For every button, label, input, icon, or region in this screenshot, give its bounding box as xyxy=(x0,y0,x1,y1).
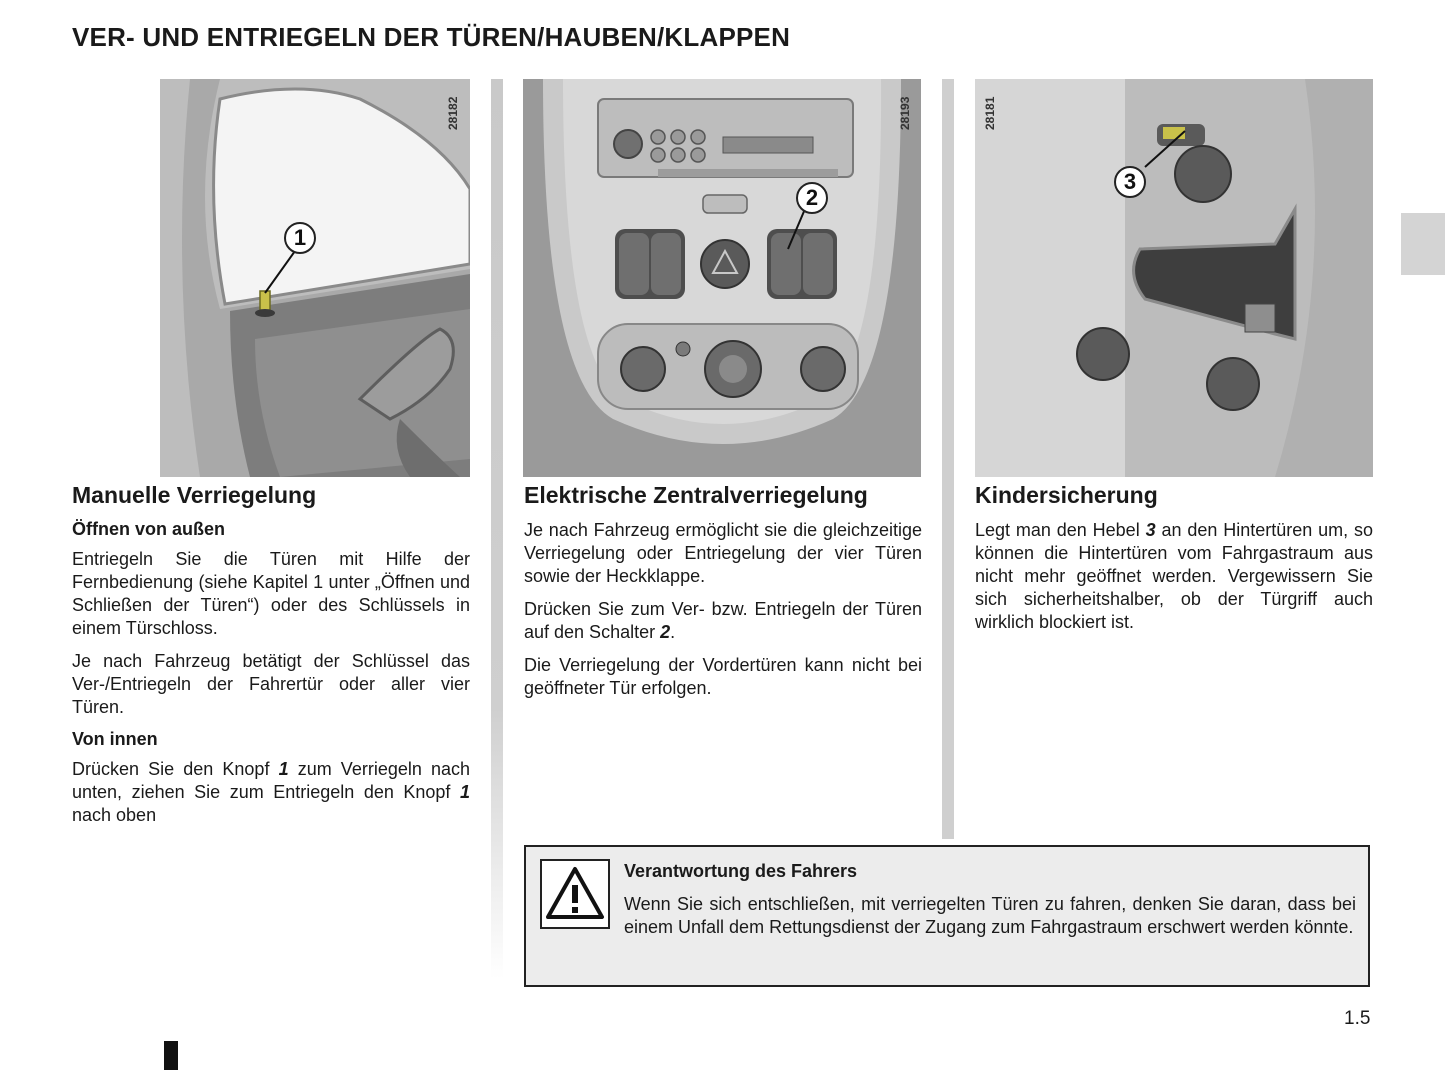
corner-mark xyxy=(164,1041,178,1070)
paragraph: Entriegeln Sie die Türen mit Hilfe der Fernbedienung (siehe Kapitel 1 unter „Öffnen und Schließen der Türen“) oder des Schlüssels in einem Türschloss. xyxy=(72,549,470,638)
paragraph: Die Verriegelung der Vordertüren kann nicht bei geöffneter Tür erfolgen. xyxy=(524,655,922,698)
figure-code-1: 28182 xyxy=(446,96,460,130)
section-heading: Manuelle Verriegelung xyxy=(72,482,317,508)
paragraph: Drücken Sie den Knopf 1 zum Verriegeln nach unten, ziehen Sie zum Entriegeln den Knopf 1 nach oben xyxy=(72,759,470,825)
paragraph: Je nach Fahrzeug ermöglicht sie die gleichzeitige Verriegelung oder Entriegelung der vier Türen sowie der Heckklappe. xyxy=(524,520,922,586)
figure-code-2: 28193 xyxy=(898,96,912,130)
section-central-locking xyxy=(524,482,922,710)
chapter-tab-marker xyxy=(1401,213,1445,275)
figure-child-lock-lever xyxy=(975,79,1373,477)
warning-text: Wenn Sie sich entschließen, mit verriegelten Türen zu fahren, denken Sie daran, dass bei einem Unfall dem Rettungsdienst der Zugang zum Fahrgastraum erschwert werden könnte. xyxy=(624,894,1356,937)
section-heading: Elektrische Zentralverriegelung xyxy=(524,482,868,508)
page-number: 1.5 xyxy=(1344,1008,1371,1029)
section-manual-locking xyxy=(72,482,470,837)
callout-1: 1 xyxy=(284,222,316,254)
warning-triangle-icon xyxy=(540,859,610,929)
subheading-inside: Von innen xyxy=(72,729,158,749)
figure-code-3: 28181 xyxy=(983,96,997,130)
subheading-outside: Öffnen von außen xyxy=(72,519,225,539)
paragraph: Drücken Sie zum Ver- bzw. Entriegeln der Türen auf den Schalter 2. xyxy=(524,599,922,642)
paragraph: Legt man den Hebel 3 an den Hintertüren um, so können die Hintertüren vom Fahrgastraum aus nicht mehr geöffnet werden. Vergewissern Sie sich sicherheitshalber, ob der Türgriff auch wirklich blockiert ist. xyxy=(975,520,1373,632)
warning-box xyxy=(524,845,1370,987)
column-divider-right xyxy=(942,79,954,839)
warning-title: Verantwortung des Fahrers xyxy=(624,861,858,881)
figure-dashboard-switch xyxy=(523,79,921,477)
section-heading: Kindersicherung xyxy=(975,482,1158,508)
column-divider-left xyxy=(491,79,503,979)
paragraph: Je nach Fahrzeug betätigt der Schlüssel das Ver-/Entriegeln der Fahrertür oder aller vier Türen. xyxy=(72,651,470,717)
page-title: VER- UND ENTRIEGELN DER TÜREN/HAUBEN/KLAPPEN xyxy=(72,22,791,52)
callout-2: 2 xyxy=(796,182,828,214)
figure-door-lock-knob xyxy=(160,79,470,477)
section-child-safety xyxy=(975,482,1373,644)
callout-3: 3 xyxy=(1114,166,1146,198)
